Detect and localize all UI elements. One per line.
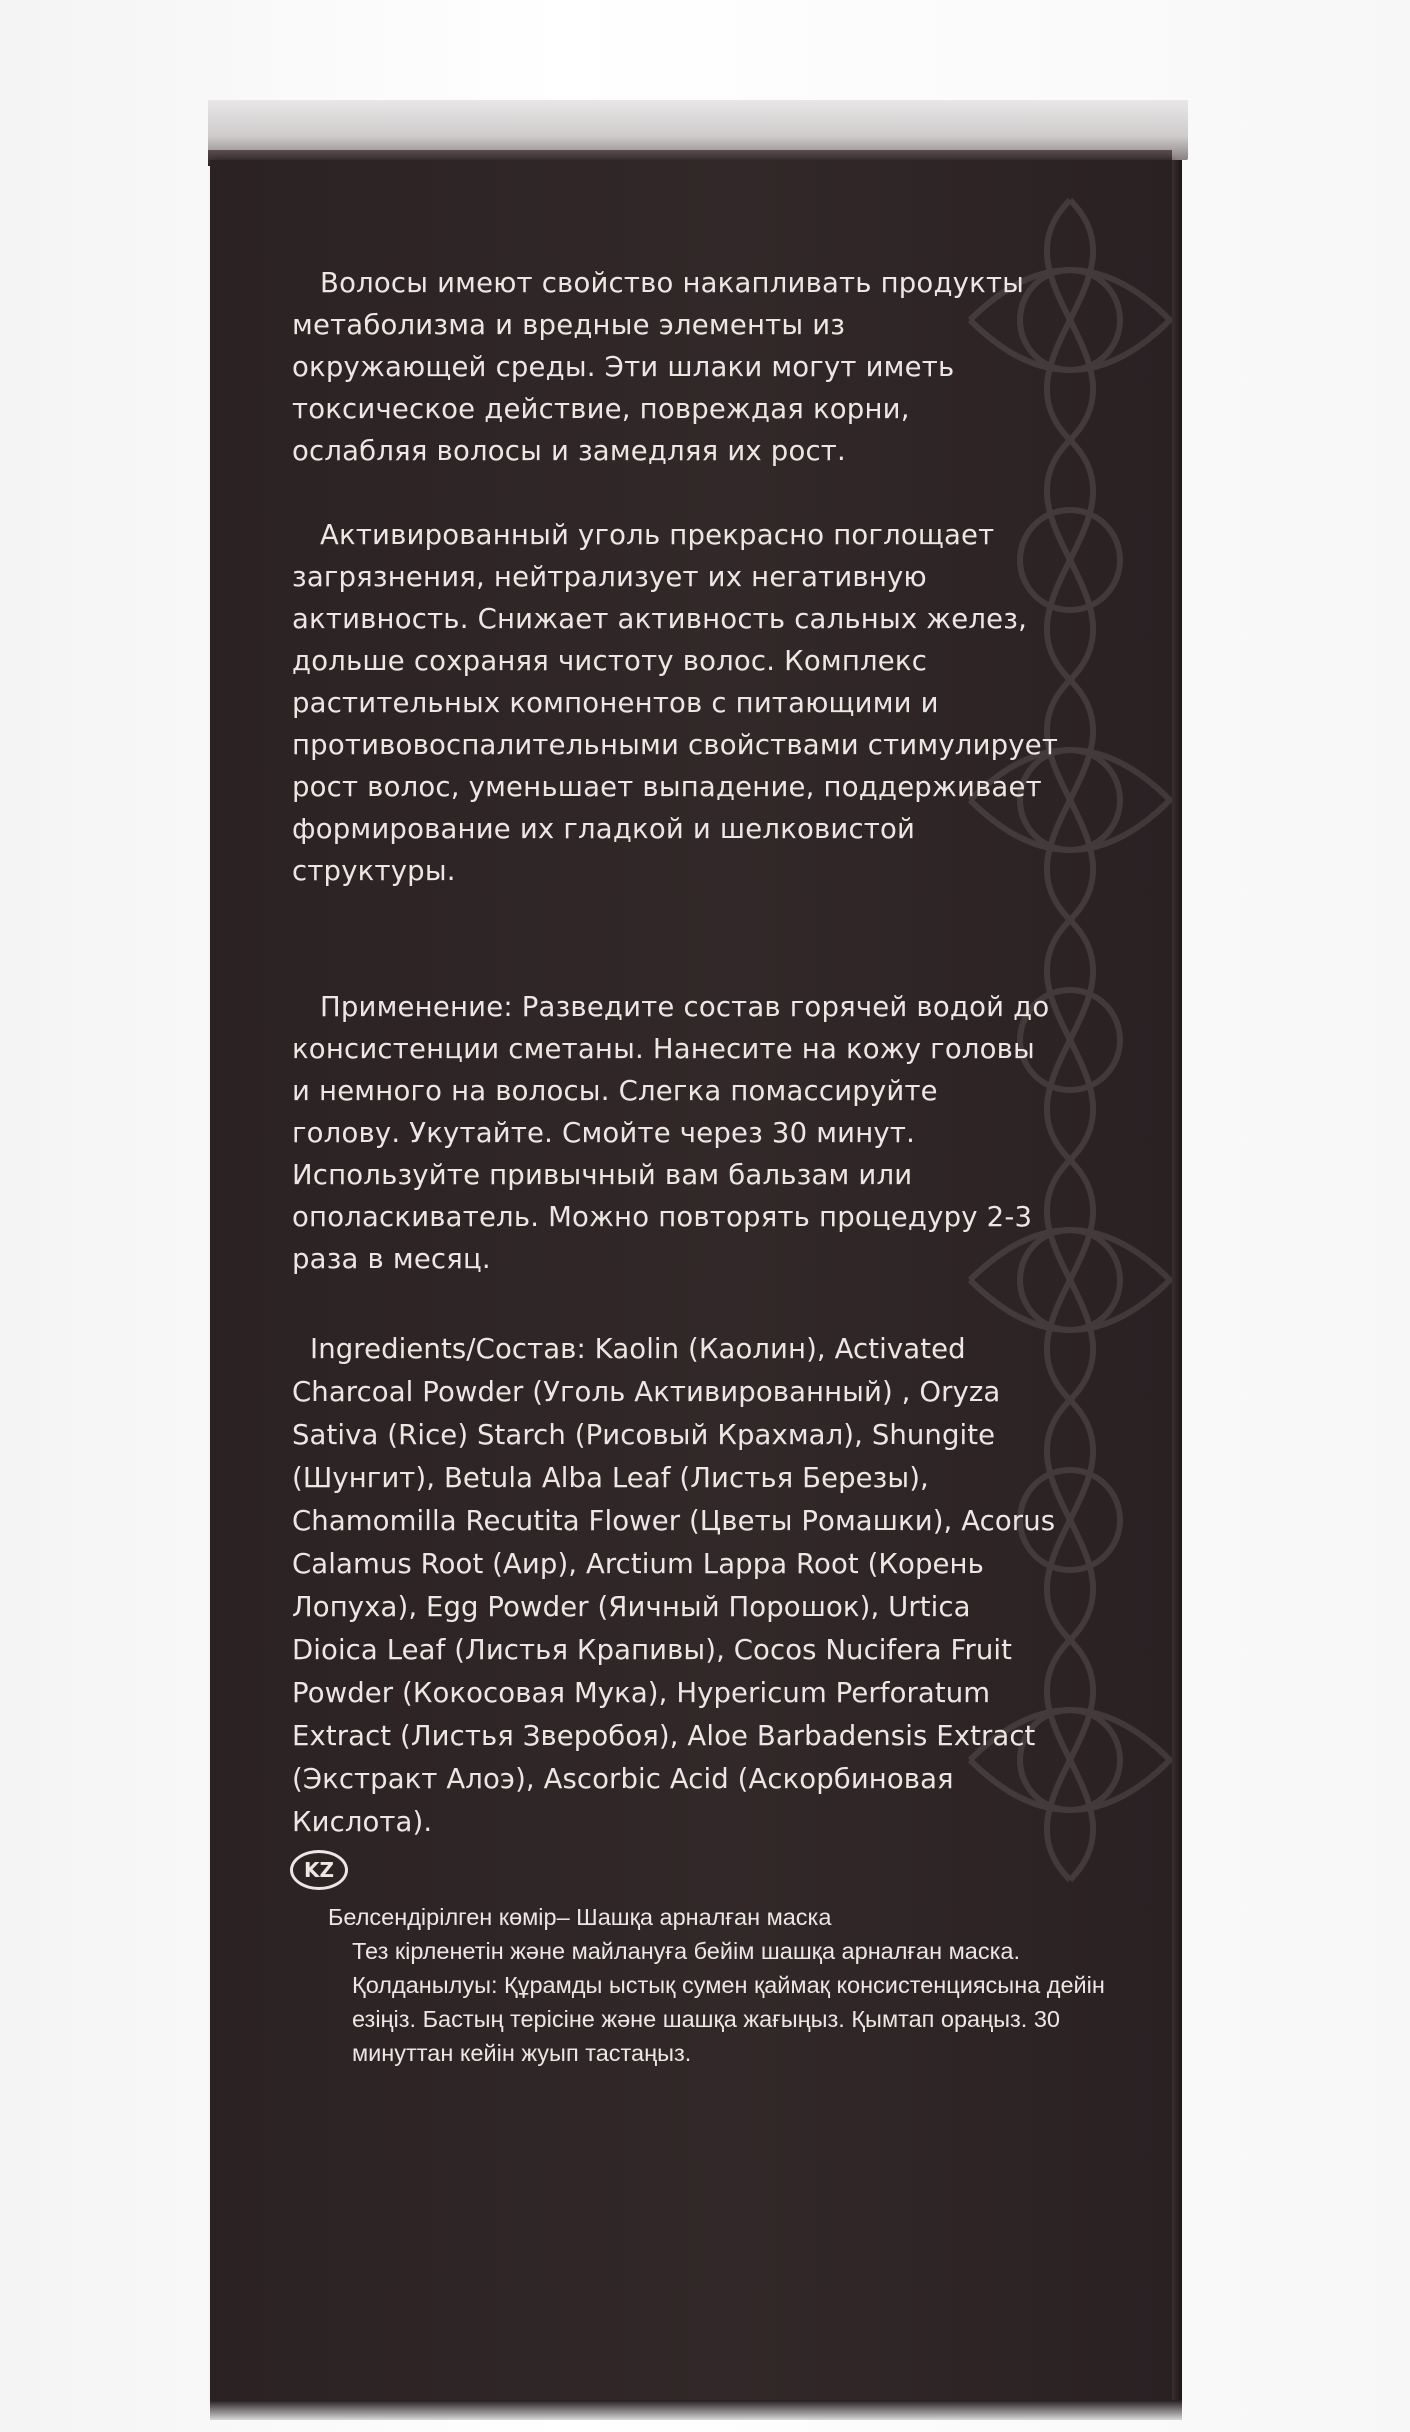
product-box-back-panel <box>210 160 1172 2410</box>
usage-paragraph: Применение: Разведите состав горячей водой до консистенции сметаны. Нанесите на кожу головы и немного на волосы. Слегка помассируйте голову. Укутайте. Смойте через 30 минут. Используйте привычный вам бальзам или ополаскиватель. Можно повторять процедуру 2-3 раза в месяц. <box>292 991 1050 1275</box>
kz-title: Белсендірілген көмір– Шашқа арналған маска <box>328 1904 832 1930</box>
kz-usage: Қолданылуы: Құрамды ыстық сумен қаймақ консистенциясына дейін езіңіз. Бастың терісіне және шашқа жағыңыз. Қымтап ораңыз. 30 минуттан кейін жуып тастаңыз. <box>352 1972 1105 2066</box>
description-paragraph-1: Волосы имеют свойство накапливать продукты метаболизма и вредные элементы из окружающей среды. Эти шлаки могут иметь токсическое действие, повреждая корни, ослабляя волосы и замедляя их рост. <box>292 267 1025 467</box>
kz-description: Тез кірленетін және майлануға бейім шашқа арналған маска. <box>352 1938 1020 1964</box>
kz-text-block <box>328 1900 1108 2070</box>
box-bottom-edge <box>210 2400 1182 2420</box>
description-paragraph-2: Активированный уголь прекрасно поглощает загрязнения, нейтрализует их негативную активность. Снижает активность сальных желез, дольше сохраняя чистоту волос. Комплекс растительных компонентов с питающими и противовоспалительными свойствами стимулирует рост волос, уменьшает выпадение, поддерживает формирование их гладкой и шелковистой структуры. <box>292 519 1059 887</box>
box-right-edge <box>1172 160 1182 2410</box>
kz-language-badge: KZ <box>290 1850 348 1890</box>
ingredients-paragraph: Ingredients/Состав: Kaolin (Каолин), Activated Charcoal Powder (Уголь Активированный) , Oryza Sativa (Rice) Starch (Рисовый Крахмал), Shungite (Шунгит), Betula Alba Leaf (Листья Березы), Chamomilla Recutita Flower (Цветы Ромашки), Acorus Calamus Root (Аир), Arctium Lappa Root (Корень Лопуха), Egg Powder (Яичный Порошок), Urtica Dioica Leaf (Листья Крапивы), Cocos Nucifera Fruit Powder (Кокосовая Мука), Hypericum Perforatum Extract (Листья Зверобоя), Aloe Barbadensis Extract (Экстракт Алоэ), Ascorbic Acid (Аскорбиновая Кислота). <box>292 1333 1056 1838</box>
